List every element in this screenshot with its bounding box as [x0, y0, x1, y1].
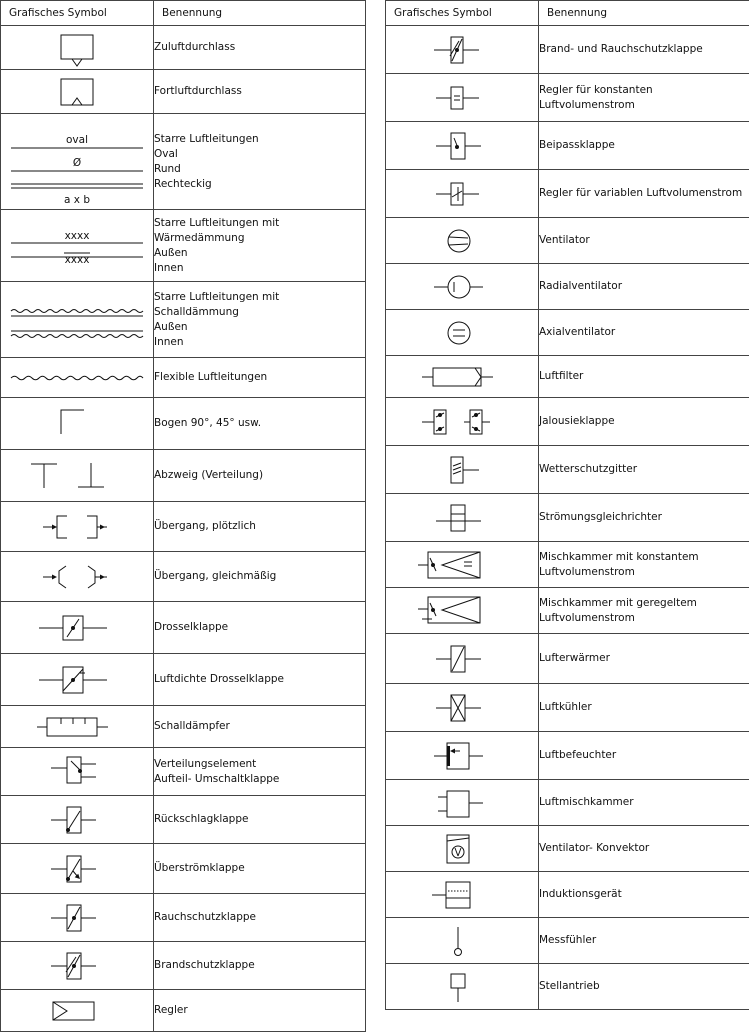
symbol-cell — [1, 70, 154, 114]
beipass-icon — [386, 125, 538, 167]
symbol-name: Regler für konstanten Luftvolumenstrom — [539, 83, 749, 113]
symbol-cell — [1, 282, 154, 358]
table-row — [386, 780, 749, 826]
symbol-name: Rückschlagklappe — [154, 812, 365, 827]
name-cell — [154, 450, 366, 502]
starre-icon — [1, 117, 153, 207]
table-row — [386, 170, 749, 218]
symbol-name: Übergang, gleichmäßig — [154, 569, 365, 584]
brand-rauch-icon — [386, 29, 538, 71]
name-cell — [539, 264, 749, 310]
symbol-name: Stellantrieb — [539, 979, 749, 994]
table-row — [1, 26, 366, 70]
table-row — [1, 748, 366, 796]
gleichrichter-icon — [386, 497, 538, 539]
symbol-cell — [386, 446, 539, 494]
table-row — [386, 264, 749, 310]
symbol-name: Innen — [154, 261, 365, 276]
zuluft-icon — [1, 29, 153, 67]
name-cell — [539, 310, 749, 356]
symbol-name: Ventilator — [539, 233, 749, 248]
bogen-icon — [1, 401, 153, 447]
name-cell — [539, 684, 749, 732]
symbol-name: Jalousieklappe — [539, 414, 749, 429]
symbol-label: a x b — [64, 194, 90, 206]
name-cell — [539, 634, 749, 684]
name-cell — [539, 732, 749, 780]
brandschutz-icon — [1, 945, 153, 987]
symbol-name: Übergang, plötzlich — [154, 519, 365, 534]
table-row — [1, 844, 366, 894]
table-row — [386, 310, 749, 356]
name-cell — [154, 552, 366, 602]
symbol-cell — [386, 588, 539, 634]
symbol-name: Luftbefeuchter — [539, 748, 749, 763]
symbol-name: Außen — [154, 320, 365, 335]
table-row — [386, 446, 749, 494]
table-row — [1, 894, 366, 942]
konst-volumen-icon — [386, 77, 538, 119]
symbol-name: Fortluftdurchlass — [154, 84, 365, 99]
symbol-cell — [1, 942, 154, 990]
table-row — [386, 872, 749, 918]
name-cell — [539, 170, 749, 218]
schalldaempfer-icon — [1, 709, 153, 745]
symbol-cell — [386, 74, 539, 122]
table-row — [1, 796, 366, 844]
stellantrieb-icon — [386, 967, 538, 1007]
symbol-name: Luftfilter — [539, 369, 749, 384]
var-volumen-icon — [386, 173, 538, 215]
table-header — [386, 1, 749, 26]
table-header — [1, 1, 366, 26]
table-row — [386, 542, 749, 588]
symbol-cell — [386, 310, 539, 356]
symbol-cell — [1, 398, 154, 450]
name-cell — [539, 218, 749, 264]
symbol-name: Luftmischkammer — [539, 795, 749, 810]
name-cell — [154, 706, 366, 748]
symbol-name: Messfühler — [539, 933, 749, 948]
table-row — [386, 634, 749, 684]
symbol-name: Starre Luftleitungen mit Wärmedämmung — [154, 216, 365, 246]
erwaermer-icon — [386, 637, 538, 681]
symbol-name: Lufterwärmer — [539, 651, 749, 666]
name-cell — [539, 964, 749, 1010]
table-row — [1, 942, 366, 990]
symbol-name: Mischkammer mit geregeltem — [539, 596, 749, 611]
table-row — [386, 494, 749, 542]
table-row — [386, 74, 749, 122]
symbol-cell — [1, 210, 154, 282]
name-cell — [154, 796, 366, 844]
table-row — [386, 588, 749, 634]
symbol-name: Luftvolumenstrom — [539, 611, 749, 626]
symbol-name: Brandschutzklappe — [154, 958, 365, 973]
wetterschutz-icon — [386, 449, 538, 491]
befeuchter-icon — [386, 735, 538, 777]
table-row — [386, 964, 749, 1010]
symbol-cell — [1, 894, 154, 942]
symbol-cell — [1, 748, 154, 796]
symbol-name: Luftvolumenstrom — [539, 565, 749, 580]
symbol-cell — [1, 114, 154, 210]
schall-icon — [1, 285, 153, 355]
symbol-name: Luftkühler — [539, 700, 749, 715]
table-row — [1, 654, 366, 706]
symbol-cell — [386, 872, 539, 918]
table-row — [1, 706, 366, 748]
symbol-cell — [386, 122, 539, 170]
jalousie-icon — [386, 401, 538, 443]
name-cell — [154, 844, 366, 894]
table-row — [1, 450, 366, 502]
name-cell — [154, 358, 366, 398]
name-cell — [539, 542, 749, 588]
symbol-name: Wetterschutzgitter — [539, 462, 749, 477]
table-row — [386, 122, 749, 170]
name-cell — [539, 494, 749, 542]
symbol-name: Abzweig (Verteilung) — [154, 468, 365, 483]
name-cell — [154, 398, 366, 450]
symbol-name: Radialventilator — [539, 279, 749, 294]
symbol-cell — [386, 218, 539, 264]
symbol-name: Starre Luftleitungen mit Schalldämmung — [154, 290, 365, 320]
name-cell — [154, 114, 366, 210]
symbol-name: Aufteil- Umschaltklappe — [154, 772, 365, 787]
symbol-cell — [386, 494, 539, 542]
header-name: Benennung — [539, 1, 749, 26]
rueckschlag-icon — [1, 799, 153, 841]
symbol-cell — [386, 826, 539, 872]
symbol-label: Ø — [73, 157, 81, 169]
misch-konst-icon — [386, 545, 538, 585]
name-cell — [539, 872, 749, 918]
table-row — [386, 26, 749, 74]
symbol-cell — [1, 706, 154, 748]
radial-icon — [386, 267, 538, 307]
name-cell — [539, 26, 749, 74]
name-cell — [154, 282, 366, 358]
mischkammer-icon — [386, 783, 538, 823]
kuehler-icon — [386, 687, 538, 729]
name-cell — [154, 942, 366, 990]
name-cell — [539, 780, 749, 826]
fortluft-icon — [1, 73, 153, 111]
ventilator-icon — [386, 221, 538, 261]
table-row — [386, 398, 749, 446]
table-row — [1, 602, 366, 654]
symbol-cell — [386, 684, 539, 732]
symbol-cell — [1, 654, 154, 706]
header-symbol: Grafisches Symbol — [1, 1, 154, 26]
symbol-name: Beipassklappe — [539, 138, 749, 153]
symbol-cell — [386, 634, 539, 684]
header-name: Benennung — [154, 1, 366, 26]
symbol-cell — [386, 398, 539, 446]
abzweig-icon — [1, 453, 153, 499]
symbol-name: Axialventilator — [539, 325, 749, 340]
symbol-name: Innen — [154, 335, 365, 350]
symbol-cell — [1, 502, 154, 552]
luftdicht-drossel-icon — [1, 657, 153, 703]
symbol-name: Außen — [154, 246, 365, 261]
symbol-name: Rund — [154, 162, 365, 177]
symbol-cell — [1, 990, 154, 1032]
table-row — [1, 398, 366, 450]
messfuehler-icon — [386, 921, 538, 961]
symbol-cell — [1, 844, 154, 894]
verteilung-icon — [1, 751, 153, 793]
name-cell — [154, 894, 366, 942]
symbol-name: Bogen 90°, 45° usw. — [154, 416, 365, 431]
induktion-icon — [386, 875, 538, 915]
symbol-name: Brand- und Rauchschutzklappe — [539, 42, 749, 57]
uebergang-gleich-icon — [1, 555, 153, 599]
symbol-name: Schalldämpfer — [154, 719, 365, 734]
symbol-name: Verteilungselement — [154, 757, 365, 772]
name-cell — [539, 74, 749, 122]
symbol-name: Regler für variablen Luftvolumenstrom — [539, 186, 749, 201]
table-row — [1, 358, 366, 398]
waerme-icon — [1, 213, 153, 279]
symbol-label: xxxx — [65, 230, 90, 242]
drossel-icon — [1, 605, 153, 651]
symbol-name: Starre Luftleitungen — [154, 132, 365, 147]
table-row — [386, 918, 749, 964]
symbol-name: Rauchschutzklappe — [154, 910, 365, 925]
name-cell — [154, 26, 366, 70]
header-symbol: Grafisches Symbol — [386, 1, 539, 26]
symbol-cell — [386, 264, 539, 310]
name-cell — [539, 588, 749, 634]
ueberstroem-icon — [1, 847, 153, 891]
symbol-name: Strömungsgleichrichter — [539, 510, 749, 525]
table-row — [1, 210, 366, 282]
symbol-name: Rechteckig — [154, 177, 365, 192]
name-cell — [154, 654, 366, 706]
name-cell — [154, 748, 366, 796]
name-cell — [539, 398, 749, 446]
name-cell — [539, 356, 749, 398]
symbol-name: Flexible Luftleitungen — [154, 370, 365, 385]
symbol-name: Regler — [154, 1003, 365, 1018]
table-row — [386, 732, 749, 780]
name-cell — [539, 122, 749, 170]
symbol-cell — [386, 780, 539, 826]
symbol-cell — [386, 26, 539, 74]
symbol-name: Induktionsgerät — [539, 887, 749, 902]
table-row — [1, 990, 366, 1032]
table-row — [1, 70, 366, 114]
name-cell — [539, 918, 749, 964]
regler-icon — [1, 993, 153, 1029]
table-row — [1, 502, 366, 552]
table-row — [386, 356, 749, 398]
uebergang-ploetzlich-icon — [1, 505, 153, 549]
symbol-cell — [1, 26, 154, 70]
name-cell — [539, 446, 749, 494]
symbol-label: xxxx — [65, 254, 90, 266]
table-row — [1, 282, 366, 358]
axial-icon — [386, 313, 538, 353]
symbol-name: Zuluftdurchlass — [154, 40, 365, 55]
misch-geregelt-icon — [386, 591, 538, 631]
symbol-name: Überströmklappe — [154, 861, 365, 876]
symbol-cell — [1, 552, 154, 602]
symbol-cell — [1, 602, 154, 654]
table-row — [386, 218, 749, 264]
name-cell — [154, 602, 366, 654]
symbol-cell — [386, 918, 539, 964]
table-row — [1, 552, 366, 602]
symbol-name: Drosselklappe — [154, 620, 365, 635]
symbol-name: Ventilator- Konvektor — [539, 841, 749, 856]
table-row — [1, 114, 366, 210]
symbol-cell — [386, 170, 539, 218]
symbol-cell — [1, 450, 154, 502]
symbol-cell — [386, 542, 539, 588]
name-cell — [539, 826, 749, 872]
filter-icon — [386, 359, 538, 395]
konvektor-icon — [386, 829, 538, 869]
symbol-name: Oval — [154, 147, 365, 162]
name-cell — [154, 990, 366, 1032]
symbol-cell — [386, 964, 539, 1010]
table-row — [386, 826, 749, 872]
name-cell — [154, 210, 366, 282]
symbol-cell — [1, 796, 154, 844]
table-row — [386, 684, 749, 732]
symbol-label: oval — [66, 134, 88, 146]
name-cell — [154, 70, 366, 114]
symbol-name: Luftdichte Drosselklappe — [154, 672, 365, 687]
name-cell — [154, 502, 366, 552]
flexibel-icon — [1, 361, 153, 395]
symbol-cell — [386, 356, 539, 398]
symbol-cell — [386, 732, 539, 780]
symbol-table-left — [0, 0, 366, 1032]
rauchschutz-icon — [1, 897, 153, 939]
symbol-cell — [1, 358, 154, 398]
symbol-name: Mischkammer mit konstantem — [539, 550, 749, 565]
symbol-table-right — [385, 0, 749, 1010]
